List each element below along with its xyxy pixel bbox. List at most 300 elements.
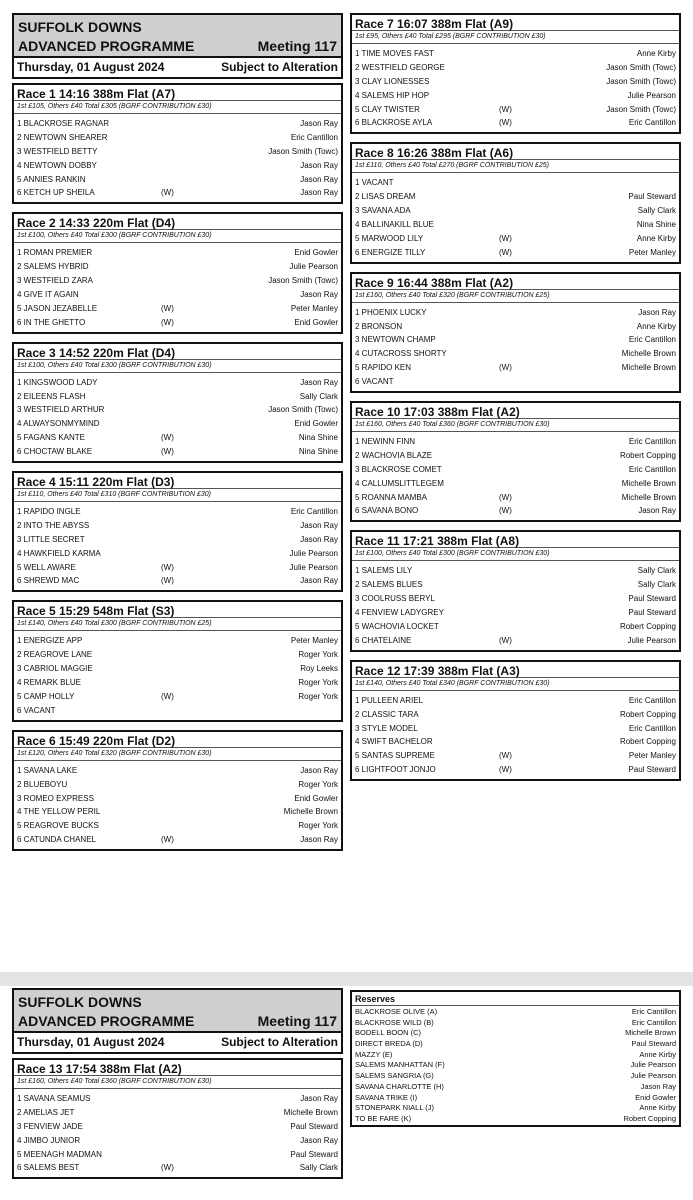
trainer-name: Sally Clark xyxy=(299,391,338,401)
runner-name: 6 CHOCTAW BLAKE xyxy=(17,447,93,457)
wide-runner-flag: (W) xyxy=(161,835,174,845)
reserves-title: Reserves xyxy=(352,992,679,1006)
trainer-name: Jason Ray xyxy=(300,188,338,198)
race-card xyxy=(350,142,681,263)
runner-name: 3 WESTFIELD BETTY xyxy=(17,146,98,156)
runner-name: 5 MARWOOD LILY xyxy=(355,233,424,243)
runner-row xyxy=(14,417,341,431)
runner-row xyxy=(352,61,679,75)
race-title: Race 9 16:44 388m Flat (A2) xyxy=(352,274,679,290)
runner-name: 4 HAWKFIELD KARMA xyxy=(17,548,101,558)
trainer-name: Robert Copping xyxy=(619,737,676,747)
trainer-name: Julie Pearson xyxy=(289,548,338,558)
runner-row xyxy=(352,606,679,620)
runner-row xyxy=(352,763,679,777)
trainer-name: Julie Pearson xyxy=(627,635,676,645)
wide-runner-flag: (W) xyxy=(499,765,512,775)
programme-header xyxy=(12,13,343,79)
race-title: Race 1 14:16 388m Flat (A7) xyxy=(14,85,341,101)
runner-list xyxy=(14,243,341,331)
runner-name: 1 KINGSWOOD LADY xyxy=(17,377,98,387)
race-title: Race 8 16:26 388m Flat (A6) xyxy=(352,144,679,160)
runner-name: 2 NEWTOWN SHEARER xyxy=(17,132,108,142)
race-prize-money: 1st £110, Others £40 Total £310 (BGRF CONTRIBUTION £30) xyxy=(14,489,341,502)
reserve-trainer-name: Michelle Brown xyxy=(625,1028,676,1038)
race-prize-money: 1st £160, Others £40 Total £360 (BGRF CONTRIBUTION £30) xyxy=(352,419,679,432)
runner-name: 6 CATUNDA CHANEL xyxy=(17,835,96,845)
reserve-trainer-name: Anne Kirby xyxy=(639,1049,676,1059)
trainer-name: Julie Pearson xyxy=(627,90,676,100)
runner-name: 5 CAMP HOLLY xyxy=(17,691,75,701)
runner-name: 6 BLACKROSE AYLA xyxy=(355,118,433,128)
runner-list xyxy=(14,631,341,719)
runner-row xyxy=(14,764,341,778)
runner-name: 4 REMARK BLUE xyxy=(17,678,82,688)
runner-name: 4 JIMBO JUNIOR xyxy=(17,1135,81,1145)
runner-row xyxy=(352,47,679,61)
reserve-dog-name: SAVANA CHARLOTTE (H) xyxy=(355,1081,444,1091)
trainer-name: Paul Steward xyxy=(290,1149,338,1159)
runner-row xyxy=(352,491,679,505)
runner-name: 2 INTO THE ABYSS xyxy=(17,520,90,530)
runner-row xyxy=(352,89,679,103)
runner-name: 1 TIME MOVES FAST xyxy=(355,49,434,58)
runner-name: 3 FENVIEW JADE xyxy=(17,1121,83,1131)
runner-name: 1 PHOENIX LUCKY xyxy=(355,307,427,317)
trainer-name: Robert Copping xyxy=(619,709,676,719)
trainer-name: Michelle Brown xyxy=(283,807,338,817)
trainer-name: Sally Clark xyxy=(637,206,676,216)
runner-row xyxy=(14,445,341,459)
runner-row xyxy=(14,805,341,819)
reserve-trainer-name: Julie Pearson xyxy=(630,1071,676,1081)
trainer-name: Roger York xyxy=(298,678,338,688)
trainer-name: Enid Gowler xyxy=(294,793,338,803)
runner-row xyxy=(352,578,679,592)
trainer-name: Eric Cantillon xyxy=(628,723,676,733)
runner-name: 4 SALEMS HIP HOP xyxy=(355,90,430,100)
trainer-name: Sally Clark xyxy=(637,580,676,590)
runner-name: 1 SAVANA SEAMUS xyxy=(17,1094,91,1103)
runner-name: 4 BALLINAKILL BLUE xyxy=(355,220,434,230)
runner-name: 1 VACANT xyxy=(355,178,394,188)
runner-list xyxy=(352,432,679,520)
race-prize-money: 1st £160, Others £40 Total £360 (BGRF CONTRIBUTION £30) xyxy=(14,1076,341,1089)
runner-name: 6 ENERGIZE TILLY xyxy=(355,247,426,257)
trainer-name: Anne Kirby xyxy=(636,49,676,58)
trainer-name: Enid Gowler xyxy=(294,248,338,258)
runner-row xyxy=(14,574,341,588)
race-title: Race 10 17:03 388m Flat (A2) xyxy=(352,403,679,419)
runner-name: 5 ANNIES RANKIN xyxy=(17,174,86,184)
track-name: SUFFOLK DOWNS xyxy=(18,994,142,1010)
runner-row xyxy=(14,662,341,676)
runner-row xyxy=(14,648,341,662)
reserve-trainer-name: Jason Ray xyxy=(640,1081,676,1091)
runner-list xyxy=(14,1089,341,1177)
runner-row xyxy=(14,1120,341,1134)
runner-row xyxy=(352,564,679,578)
runner-name: 2 AMELIAS JET xyxy=(17,1107,75,1117)
runner-row xyxy=(14,1092,341,1106)
programme-header-page2 xyxy=(12,988,343,1054)
trainer-name: Peter Manley xyxy=(628,751,676,761)
runner-name: 3 CABRIOL MAGGIE xyxy=(17,664,93,674)
wide-runner-flag: (W) xyxy=(499,506,512,516)
runner-row xyxy=(14,819,341,833)
runner-row xyxy=(14,186,341,200)
runner-row xyxy=(14,1134,341,1148)
runner-name: 3 ROMEO EXPRESS xyxy=(17,793,94,803)
trainer-name: Peter Manley xyxy=(628,247,676,257)
runner-row xyxy=(14,246,341,260)
runner-name: 3 LITTLE SECRET xyxy=(17,534,85,544)
runner-name: 4 CALLUMSLITTLEGEM xyxy=(355,478,444,488)
trainer-name: Jason Ray xyxy=(300,520,338,530)
runner-name: 1 SAVANA LAKE xyxy=(17,765,78,775)
wide-runner-flag: (W) xyxy=(161,303,174,313)
right-column xyxy=(350,13,681,781)
race-card xyxy=(350,272,681,393)
runner-row xyxy=(14,173,341,187)
runner-list xyxy=(14,114,341,202)
runner-name: 2 SALEMS BLUES xyxy=(355,580,423,590)
runner-name: 3 BLACKROSE COMET xyxy=(355,464,442,474)
meeting-number: Meeting 117 xyxy=(257,38,337,54)
trainer-name: Jason Ray xyxy=(300,119,338,128)
reserve-dog-name: TO BE FARE (K) xyxy=(355,1113,412,1123)
trainer-name: Roy Leeks xyxy=(300,664,338,674)
runner-name: 2 BLUEBOYU xyxy=(17,779,68,789)
race-prize-money: 1st £95, Others £40 Total £295 (BGRF CONTRIBUTION £30) xyxy=(352,31,679,44)
runner-row xyxy=(14,302,341,316)
runner-row xyxy=(352,347,679,361)
trainer-name: Eric Cantillon xyxy=(290,507,338,517)
runner-name: 5 FAGANS KANTE xyxy=(17,433,86,443)
runner-list xyxy=(14,373,341,461)
race-title: Race 12 17:39 388m Flat (A3) xyxy=(352,662,679,678)
meeting-date: Thursday, 01 August 2024 xyxy=(17,60,165,74)
race-prize-money: 1st £105, Others £40 Total £305 (BGRF CONTRIBUTION £30) xyxy=(14,101,341,114)
runner-row xyxy=(14,159,341,173)
runner-row xyxy=(14,117,341,131)
alteration-notice: Subject to Alteration xyxy=(221,1035,338,1049)
trainer-name: Enid Gowler xyxy=(294,419,338,429)
trainer-name: Jason Smith (Towc) xyxy=(268,276,338,286)
date-bar xyxy=(14,1031,341,1052)
race-card xyxy=(350,13,681,134)
wide-runner-flag: (W) xyxy=(161,447,174,457)
wide-runner-flag: (W) xyxy=(499,104,512,114)
runner-row xyxy=(14,519,341,533)
race-card xyxy=(12,342,343,463)
runner-row xyxy=(14,792,341,806)
trainer-name: Sally Clark xyxy=(637,566,676,576)
runner-name: 6 LIGHTFOOT JONJO xyxy=(355,765,436,775)
runner-name: 6 SAVANA BONO xyxy=(355,506,419,516)
runner-row xyxy=(352,232,679,246)
reserve-row xyxy=(352,1082,679,1093)
race-prize-money: 1st £160, Others £40 Total £320 (BGRF CONTRIBUTION £25) xyxy=(352,290,679,303)
trainer-name: Michelle Brown xyxy=(283,1107,338,1117)
runner-name: 6 VACANT xyxy=(355,377,394,387)
trainer-name: Nina Shine xyxy=(636,220,676,230)
runner-name: 5 MEENAGH MADMAN xyxy=(17,1149,102,1159)
runner-name: 6 CHATELAINE xyxy=(355,635,412,645)
runner-row xyxy=(14,260,341,274)
runner-name: 5 ROANNA MAMBA xyxy=(355,492,428,502)
race-title: Race 7 16:07 388m Flat (A9) xyxy=(352,15,679,31)
runner-name: 4 FENVIEW LADYGREY xyxy=(355,608,444,618)
reserve-dog-name: BODELL BOON (C) xyxy=(355,1028,421,1038)
reserves-box xyxy=(350,990,681,1127)
race-card xyxy=(350,530,681,651)
trainer-name: Nina Shine xyxy=(298,447,338,457)
trainer-name: Eric Cantillon xyxy=(290,132,338,142)
runner-name: 6 IN THE GHETTO xyxy=(17,317,86,327)
runner-row xyxy=(14,690,341,704)
runner-name: 6 VACANT xyxy=(17,705,56,715)
runner-row xyxy=(352,722,679,736)
race-prize-money: 1st £110, Others £40 Total £270 (BGRF CONTRIBUTION £25) xyxy=(352,160,679,173)
runner-name: 3 WESTFIELD ARTHUR xyxy=(17,405,105,415)
wide-runner-flag: (W) xyxy=(499,751,512,761)
reserve-dog-name: BLACKROSE WILD (B) xyxy=(355,1017,434,1027)
runner-name: 1 BLACKROSE RAGNAR xyxy=(17,119,110,128)
trainer-name: Robert Copping xyxy=(619,621,676,631)
trainer-name: Peter Manley xyxy=(290,303,338,313)
page2-left-column xyxy=(12,988,343,1179)
page2-right-column xyxy=(350,990,681,1127)
trainer-name: Peter Manley xyxy=(290,636,338,646)
wide-runner-flag: (W) xyxy=(499,492,512,502)
wide-runner-flag: (W) xyxy=(161,433,174,443)
runner-list xyxy=(352,303,679,391)
trainer-name: Jason Ray xyxy=(300,174,338,184)
runner-row xyxy=(14,376,341,390)
trainer-name: Jason Smith (Towc) xyxy=(606,62,676,72)
trainer-name: Paul Steward xyxy=(290,1121,338,1131)
reserve-row xyxy=(352,1093,679,1104)
trainer-name: Anne Kirby xyxy=(636,233,676,243)
reserve-trainer-name: Eric Cantillon xyxy=(631,1017,676,1027)
wide-runner-flag: (W) xyxy=(499,635,512,645)
race-prize-money: 1st £140, Others £40 Total £340 (BGRF CONTRIBUTION £30) xyxy=(352,678,679,691)
programme-title: ADVANCED PROGRAMME xyxy=(18,1013,195,1029)
runner-name: 3 STYLE MODEL xyxy=(355,723,418,733)
race-title: Race 4 15:11 220m Flat (D3) xyxy=(14,473,341,489)
trainer-name: Michelle Brown xyxy=(621,492,676,502)
runner-row xyxy=(14,1106,341,1120)
runner-row xyxy=(14,431,341,445)
runner-row xyxy=(352,708,679,722)
runner-row xyxy=(14,561,341,575)
runner-row xyxy=(352,218,679,232)
runner-row xyxy=(352,435,679,449)
trainer-name: Nina Shine xyxy=(298,433,338,443)
runner-row xyxy=(14,778,341,792)
race-title: Race 3 14:52 220m Flat (D4) xyxy=(14,344,341,360)
trainer-name: Jason Ray xyxy=(300,576,338,586)
runner-name: 6 SALEMS BEST xyxy=(17,1163,80,1173)
runner-name: 3 SAVANA ADA xyxy=(355,206,411,216)
reserve-row xyxy=(352,1050,679,1061)
trainer-name: Paul Steward xyxy=(628,594,676,604)
programme-title: ADVANCED PROGRAMME xyxy=(18,38,195,54)
reserve-row xyxy=(352,1018,679,1029)
reserve-trainer-name: Anne Kirby xyxy=(639,1103,676,1113)
trainer-name: Paul Steward xyxy=(628,192,676,202)
runner-row xyxy=(14,288,341,302)
runner-row xyxy=(14,403,341,417)
reserve-row xyxy=(352,1060,679,1071)
reserve-dog-name: STONEPARK NIALL (J) xyxy=(355,1103,435,1113)
trainer-name: Eric Cantillon xyxy=(628,335,676,345)
runner-name: 2 REAGROVE LANE xyxy=(17,650,93,660)
race-card xyxy=(12,1058,343,1179)
runner-row xyxy=(14,1161,341,1175)
runner-name: 3 COOLRUSS BERYL xyxy=(355,594,435,604)
trainer-name: Roger York xyxy=(298,650,338,660)
trainer-name: Michelle Brown xyxy=(621,349,676,359)
runner-list xyxy=(352,173,679,261)
trainer-name: Paul Steward xyxy=(628,765,676,775)
runner-name: 4 ALWAYSONMYMIND xyxy=(17,419,100,429)
runner-name: 4 GIVE IT AGAIN xyxy=(17,290,79,300)
runner-row xyxy=(14,676,341,690)
trainer-name: Enid Gowler xyxy=(294,317,338,327)
reserve-dog-name: SALEMS SANGRIA (G) xyxy=(355,1071,434,1081)
trainer-name: Jason Smith (Towc) xyxy=(268,146,338,156)
runner-list xyxy=(352,561,679,649)
runner-name: 4 THE YELLOW PERIL xyxy=(17,807,101,817)
trainer-name: Roger York xyxy=(298,691,338,701)
date-bar xyxy=(14,56,341,77)
runner-name: 5 JASON JEZABELLE xyxy=(17,303,98,313)
runner-name: 3 NEWTOWN CHAMP xyxy=(355,335,436,345)
wide-runner-flag: (W) xyxy=(499,363,512,373)
trainer-name: Anne Kirby xyxy=(636,321,676,331)
reserve-dog-name: SAVANA TRIKE (I) xyxy=(355,1092,418,1102)
runner-row xyxy=(352,375,679,389)
runner-row xyxy=(14,533,341,547)
runner-row xyxy=(352,103,679,117)
wide-runner-flag: (W) xyxy=(161,317,174,327)
reserve-row xyxy=(352,1114,679,1125)
trainer-name: Eric Cantillon xyxy=(628,437,676,447)
runner-name: 4 CUTACROSS SHORTY xyxy=(355,349,447,359)
programme-page-2 xyxy=(0,986,693,1200)
trainer-name: Jason Ray xyxy=(638,506,676,516)
runner-row xyxy=(352,694,679,708)
runner-row xyxy=(14,145,341,159)
wide-runner-flag: (W) xyxy=(161,562,174,572)
runner-name: 4 SWIFT BACHELOR xyxy=(355,737,433,747)
runner-row xyxy=(352,449,679,463)
runner-name: 1 SALEMS LILY xyxy=(355,566,413,576)
wide-runner-flag: (W) xyxy=(161,1163,174,1173)
wide-runner-flag: (W) xyxy=(499,247,512,257)
runner-name: 2 EILEENS FLASH xyxy=(17,391,86,401)
race-prize-money: 1st £100, Others £40 Total £300 (BGRF CONTRIBUTION £30) xyxy=(14,360,341,373)
runner-row xyxy=(352,504,679,518)
runner-name: 6 SHREWD MAC xyxy=(17,576,80,586)
trainer-name: Roger York xyxy=(298,779,338,789)
runner-row xyxy=(14,505,341,519)
runner-name: 4 NEWTOWN DOBBY xyxy=(17,160,97,170)
trainer-name: Eric Cantillon xyxy=(628,464,676,474)
reserve-trainer-name: Paul Steward xyxy=(631,1039,676,1049)
runner-name: 2 CLASSIC TARA xyxy=(355,709,419,719)
trainer-name: Jason Smith (Towc) xyxy=(606,76,676,86)
runner-row xyxy=(352,204,679,218)
runner-list xyxy=(352,44,679,132)
runner-name: 1 ROMAN PREMIER xyxy=(17,248,93,258)
left-column xyxy=(12,13,343,851)
trainer-name: Jason Smith (Towc) xyxy=(268,405,338,415)
runner-row xyxy=(352,333,679,347)
race-title: Race 5 15:29 548m Flat (S3) xyxy=(14,602,341,618)
runner-row xyxy=(352,634,679,648)
runner-list xyxy=(14,761,341,849)
trainer-name: Roger York xyxy=(298,821,338,831)
reserve-dog-name: BLACKROSE OLIVE (A) xyxy=(355,1007,438,1016)
reserve-row xyxy=(352,1039,679,1050)
runner-name: 3 CLAY LIONESSES xyxy=(355,76,430,86)
race-prize-money: 1st £140, Others £40 Total £300 (BGRF CONTRIBUTION £25) xyxy=(14,618,341,631)
runner-name: 5 RAPIDO KEN xyxy=(355,363,412,373)
trainer-name: Michelle Brown xyxy=(621,363,676,373)
runner-row xyxy=(352,176,679,190)
runner-name: 5 WACHOVIA LOCKET xyxy=(355,621,439,631)
left-race-list xyxy=(12,83,343,851)
reserve-trainer-name: Julie Pearson xyxy=(630,1060,676,1070)
reserve-row xyxy=(352,1071,679,1082)
trainer-name: Sally Clark xyxy=(299,1163,338,1173)
race-card xyxy=(12,471,343,592)
trainer-name: Jason Smith (Towc) xyxy=(606,104,676,114)
runner-name: 2 BRONSON xyxy=(355,321,403,331)
runner-row xyxy=(352,75,679,89)
race-card xyxy=(12,600,343,721)
trainer-name: Eric Cantillon xyxy=(628,118,676,128)
trainer-name: Julie Pearson xyxy=(289,262,338,272)
race-title: Race 6 15:49 220m Flat (D2) xyxy=(14,732,341,748)
race-card xyxy=(12,730,343,851)
runner-name: 2 LISAS DREAM xyxy=(355,192,416,202)
runner-row xyxy=(14,547,341,561)
right-race-list xyxy=(350,13,681,781)
race-card xyxy=(12,212,343,333)
race-card xyxy=(12,83,343,204)
trainer-name: Jason Ray xyxy=(300,290,338,300)
wide-runner-flag: (W) xyxy=(161,576,174,586)
race-title: Race 13 17:54 388m Flat (A2) xyxy=(14,1060,341,1076)
runner-name: 1 NEWINN FINN xyxy=(355,437,415,447)
trainer-name: Jason Ray xyxy=(300,1135,338,1145)
reserve-dog-name: DIRECT BREDA (D) xyxy=(355,1039,423,1049)
runner-name: 1 PULLEEN ARIEL xyxy=(355,695,424,705)
trainer-name: Eric Cantillon xyxy=(628,695,676,705)
runner-name: 5 WELL AWARE xyxy=(17,562,76,572)
track-name: SUFFOLK DOWNS xyxy=(18,19,142,35)
trainer-name: Jason Ray xyxy=(300,534,338,544)
runner-row xyxy=(352,246,679,260)
reserve-trainer-name: Enid Gowler xyxy=(635,1092,676,1102)
page-separator xyxy=(0,972,693,986)
wide-runner-flag: (W) xyxy=(499,118,512,128)
trainer-name: Michelle Brown xyxy=(621,478,676,488)
